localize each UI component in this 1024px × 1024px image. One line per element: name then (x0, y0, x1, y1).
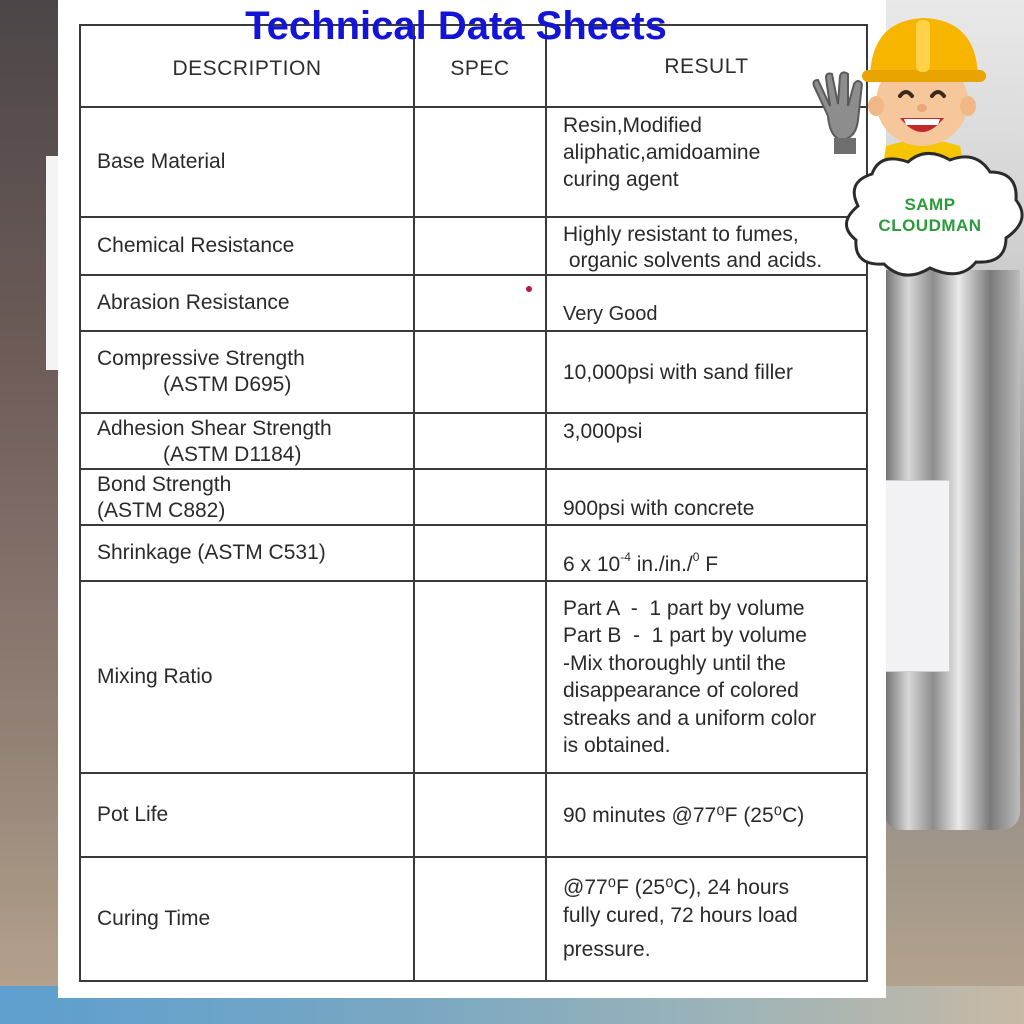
result-text: Part A - 1 part by volume (563, 596, 805, 620)
table-row (80, 107, 867, 217)
description-text: Base Material (97, 150, 226, 173)
table-row (80, 525, 867, 581)
header-result: RESULT (546, 25, 867, 107)
table-row (80, 857, 867, 981)
header-spec: SPEC (414, 25, 546, 107)
description-text: Curing Time (97, 907, 211, 930)
result-text: F (699, 553, 719, 576)
badge-line-2: CLOUDMAN (878, 216, 982, 235)
row-spec (414, 413, 546, 469)
result-text: pressure. (563, 938, 651, 961)
table-row (80, 581, 867, 773)
description-text: Chemical Resistance (97, 234, 295, 257)
result-text: 90 minutes @77⁰F (25⁰C) (563, 803, 805, 827)
description-text: Shrinkage (ASTM C531) (97, 541, 326, 564)
row-description (80, 525, 414, 581)
row-description (80, 413, 414, 469)
result-text: fully cured, 72 hours load (563, 904, 798, 927)
row-result (546, 581, 867, 773)
result-text: 6 x 10 (563, 553, 621, 576)
row-spec (414, 469, 546, 525)
result-exponent: -4 (620, 550, 631, 564)
description-text: Mixing Ratio (97, 665, 213, 688)
result-text: is obtained. (563, 734, 671, 757)
row-description (80, 275, 414, 331)
result-text: @77⁰F (25⁰C), 24 hours (563, 876, 790, 899)
row-spec (414, 275, 546, 331)
row-result (546, 469, 867, 525)
paint-can-label (884, 480, 950, 672)
row-description (80, 331, 414, 413)
table-row (80, 275, 867, 331)
result-text: disappearance of colored (563, 679, 799, 702)
result-text: Resin,Modified (563, 114, 702, 137)
row-description (80, 857, 414, 981)
row-result (546, 331, 867, 413)
background-left (0, 0, 60, 1024)
description-text: Compressive Strength (97, 347, 305, 370)
result-text: in./in./ (630, 553, 693, 576)
description-text: (ASTM C882) (97, 499, 226, 522)
result-text: 900psi with concrete (563, 497, 755, 520)
description-text: (ASTM D695) (163, 373, 292, 396)
description-text: (ASTM D1184) (163, 443, 302, 466)
technical-data-table (79, 24, 868, 982)
row-result (546, 857, 867, 981)
ink-dot (526, 286, 532, 292)
cloud-badge-text (846, 194, 1014, 236)
row-result (546, 773, 867, 857)
result-text: Very Good (563, 303, 658, 325)
result-text: curing agent (563, 168, 679, 191)
row-description (80, 217, 414, 275)
description-text: Abrasion Resistance (97, 291, 290, 314)
table-row (80, 331, 867, 413)
row-spec (414, 581, 546, 773)
description-text: Adhesion Shear Strength (97, 417, 332, 440)
table-row (80, 773, 867, 857)
result-degree: 0 (692, 550, 700, 564)
row-spec (414, 217, 546, 275)
header-description: DESCRIPTION (80, 25, 414, 107)
row-description (80, 469, 414, 525)
result-text: streaks and a uniform color (563, 706, 817, 730)
row-description (80, 107, 414, 217)
row-spec (414, 773, 546, 857)
result-text: aliphatic,amidoamine (563, 141, 761, 164)
table-row (80, 217, 867, 275)
row-result (546, 525, 867, 581)
result-text: organic solvents and acids. (563, 249, 823, 272)
description-text: Bond Strength (97, 473, 232, 496)
row-result (546, 413, 867, 469)
result-text: Part B - 1 part by volume (563, 624, 807, 647)
table-row (80, 413, 867, 469)
row-description (80, 773, 414, 857)
table-row (80, 469, 867, 525)
badge-line-1: SAMP (904, 195, 956, 214)
row-description (80, 581, 414, 773)
result-text: -Mix thoroughly until the (563, 651, 786, 675)
row-spec (414, 331, 546, 413)
page-title: Technical Data Sheets (245, 4, 667, 48)
description-text: Pot Life (97, 803, 169, 826)
row-spec (414, 525, 546, 581)
result-text: Highly resistant to fumes, (563, 223, 799, 246)
result-text: 3,000psi (563, 420, 643, 443)
construction-worker-mascot-icon (800, 6, 1024, 286)
row-spec (414, 857, 546, 981)
result-text: 10,000psi with sand filler (563, 360, 793, 384)
row-spec (414, 107, 546, 217)
